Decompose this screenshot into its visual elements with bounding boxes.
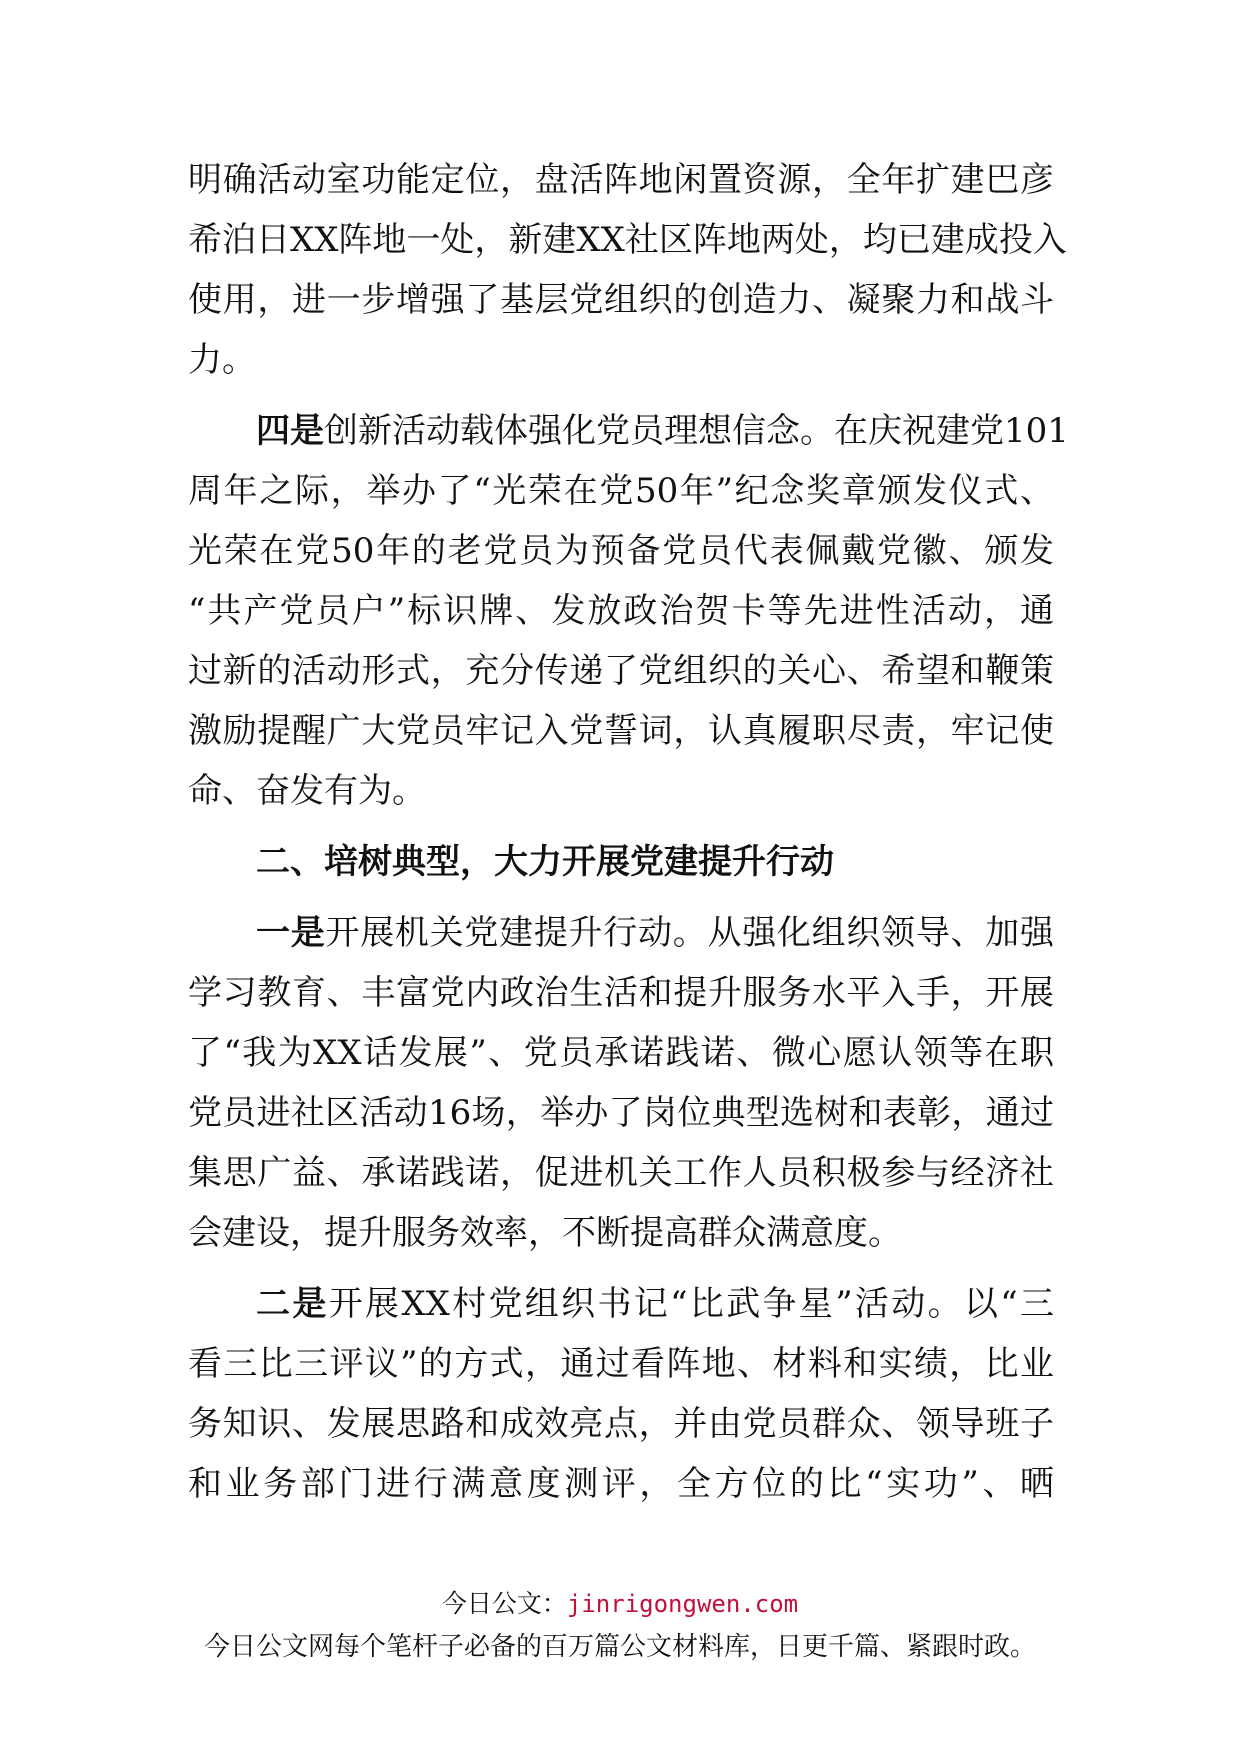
text-line	[188, 903, 1054, 963]
text-line: 命、奋发有为。	[188, 771, 426, 811]
text-line: 希泊日XX阵地一处，新建XX社区阵地两处，均已建成投入	[188, 220, 1067, 260]
paragraph	[188, 903, 1054, 1263]
footer-slogan: 今日公文网每个笔杆子必备的百万篇公文材料库，日更千篇、紧跟时政。	[203, 1632, 1036, 1662]
text-line: 会建设，提升服务效率，不断提高群众满意度。	[188, 1213, 902, 1253]
paragraph-lead: 二是	[256, 1284, 329, 1324]
text-line: 周年之际，举办了“光荣在党50年”纪念奖章颁发仪式、	[188, 471, 1054, 511]
text-line: 激励提醒广大党员牢记入党誓词，认真履职尽责，牢记使	[188, 711, 1054, 751]
section-heading: 二、培树典型，大力开展党建提升行动	[256, 842, 834, 882]
text-span: 开展机关党建提升行动。从强化组织领导、加强	[325, 913, 1055, 953]
text-line: 和业务部门进行满意度测评，全方位的比“实功”、晒	[188, 1464, 1054, 1504]
paragraph-lead: 四是	[256, 411, 324, 451]
footer-label: 今日公文：	[441, 1589, 567, 1618]
text-line: 集思广益、承诺践诺，促进机关工作人员积极参与经济社	[188, 1153, 1054, 1193]
text-span: 创新活动载体强化党员理想信念。在庆祝建党101	[324, 411, 1069, 451]
text-line: 了“我为XX话发展”、党员承诺践诺、微心愿认领等在职	[188, 1033, 1054, 1073]
text-line	[188, 1274, 1054, 1334]
text-line: 学习教育、丰富党内政治生活和提升服务水平入手，开展	[188, 973, 1054, 1013]
document-body	[188, 150, 1069, 1514]
text-span: 开展XX村党组织书记“比武争星”活动。以“三	[328, 1284, 1055, 1324]
text-line: 党员进社区活动16场，举办了岗位典型选树和表彰，通过	[188, 1093, 1054, 1133]
footer-url-link[interactable]: jinrigongwen.com	[566, 1590, 799, 1618]
text-line	[188, 401, 1069, 461]
text-line: 过新的活动形式，充分传递了党组织的关心、希望和鞭策	[188, 651, 1054, 691]
paragraph	[188, 1274, 1054, 1514]
text-line: 光荣在党50年的老党员为预备党员代表佩戴党徽、颁发	[188, 531, 1054, 571]
text-line: “共产党员户”标识牌、发放政治贺卡等先进性活动，通	[188, 591, 1054, 631]
text-line: 务知识、发展思路和成效亮点，并由党员群众、领导班子	[188, 1404, 1054, 1444]
text-line: 明确活动室功能定位，盘活阵地闲置资源，全年扩建巴彦	[188, 160, 1054, 200]
footer-source	[0, 1588, 1240, 1620]
paragraph	[188, 401, 1069, 821]
text-line: 使用，进一步增强了基层党组织的创造力、凝聚力和战斗	[188, 280, 1054, 320]
paragraph	[188, 150, 1067, 390]
paragraph-lead: 一是	[256, 913, 326, 953]
text-line: 看三比三评议”的方式，通过看阵地、材料和实绩，比业	[188, 1344, 1054, 1384]
text-line: 力。	[188, 340, 256, 380]
